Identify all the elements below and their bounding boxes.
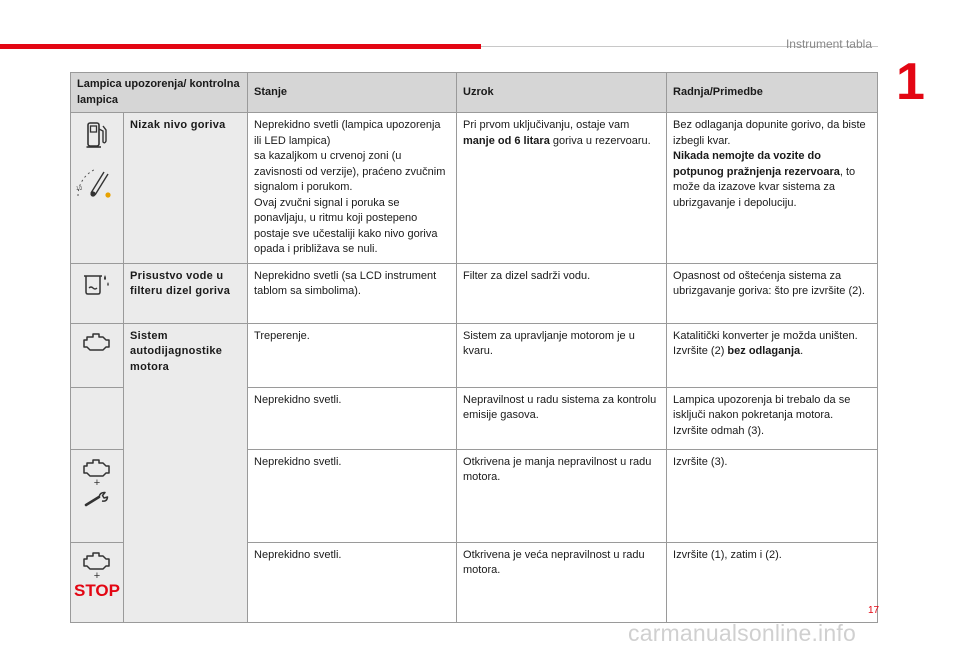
cause-cell: Nepravilnost u radu sistema za kontrolu emisije gasova. xyxy=(457,387,667,449)
action-cell: Izvršite (3). xyxy=(667,449,878,542)
chapter-number: 1 xyxy=(896,53,925,111)
action-emphasis: bez odlaganja xyxy=(727,345,801,357)
icon-cell xyxy=(71,542,124,622)
action-line: Katalitički konverter je možda uništen. xyxy=(673,329,858,342)
lamp-name: Prisustvo vode u filteru dizel goriva xyxy=(124,263,248,323)
cause-text: goriva u rezervoaru. xyxy=(549,134,651,147)
table-row xyxy=(71,263,878,323)
icon-cell xyxy=(71,263,124,323)
icon-cell xyxy=(71,323,124,387)
lamp-name: Nizak nivo goriva xyxy=(124,113,248,264)
cause-cell: Otkrivena je manja nepravilnost u radu motora. xyxy=(457,449,667,542)
action-cell: Izvršite (1), zatim i (2). xyxy=(667,542,878,622)
action-cell xyxy=(667,323,878,387)
icon-cell xyxy=(71,387,124,449)
water-in-diesel-icon xyxy=(83,272,111,296)
engine-icon xyxy=(82,458,112,478)
table-header-row xyxy=(71,73,878,113)
header-cause: Uzrok xyxy=(457,73,667,113)
action-cell xyxy=(667,387,878,449)
section-title: Instrument tabla xyxy=(785,37,872,51)
table-row xyxy=(71,113,878,264)
action-line: Izvršite odmah (3). xyxy=(673,424,765,437)
state-line: Ovaj zvučni signal i poruka se ponavljaju, u ritmu koji postepeno postaje sve učestaliji kako nivo goriva opada i približava se nuli. xyxy=(254,196,438,255)
state-cell: Neprekidno svetli. xyxy=(248,449,457,542)
icon-cell xyxy=(71,113,124,264)
state-cell: Neprekidno svetli. xyxy=(248,542,457,622)
header-state: Stanje xyxy=(248,73,457,113)
header-red-bar xyxy=(0,44,481,49)
wrench-icon xyxy=(83,491,111,509)
stop-icon xyxy=(74,580,120,600)
state-cell: Neprekidno svetli (sa LCD instrument tablom sa simbolima). xyxy=(248,263,457,323)
action-text: Izvršite (2) xyxy=(673,345,728,357)
header-action: Radnja/Primedbe xyxy=(667,73,878,113)
fuel-pump-icon xyxy=(86,121,108,149)
cause-cell xyxy=(457,113,667,264)
cause-cell: Otkrivena je veća nepravilnost u radu motora. xyxy=(457,542,667,622)
fuel-gauge-icon xyxy=(74,163,120,201)
state-cell: Neprekidno svetli. xyxy=(248,387,457,449)
icon-cell xyxy=(71,449,124,542)
action-cell xyxy=(667,113,878,264)
header-lamp: Lampica upozorenja/ kontrolna lampica xyxy=(71,73,248,113)
plus-sign: + xyxy=(93,569,101,582)
stop-label: STOP xyxy=(74,580,120,600)
action-line: Lampica upozorenja bi trebalo da se isključi nakon pokretanja motora. xyxy=(673,393,851,421)
table-row xyxy=(71,323,878,387)
action-cell: Opasnost od oštećenja sistema za ubrizgavanje goriva: što pre izvršite (2). xyxy=(667,263,878,323)
state-line: Neprekidno svetli (lampica upozorenja ili LED lampica) xyxy=(254,119,441,147)
watermark-text: carmanualsonline.info xyxy=(628,620,856,646)
state-cell: Treperenje. xyxy=(248,323,457,387)
state-cell xyxy=(248,113,457,264)
cause-cell: Filter za dizel sadrži vodu. xyxy=(457,263,667,323)
cause-emphasis: manje od 6 litara xyxy=(463,134,550,147)
engine-icon xyxy=(82,551,112,571)
plus-sign: + xyxy=(93,476,101,489)
state-line: sa kazaljkom u crvenoj zoni (u zavisnosti od verzije), praćeno zvučnim signalom i porukom. xyxy=(254,150,446,193)
action-text: . xyxy=(800,345,804,357)
action-line: Bez odlaganja dopunite gorivo, da biste izbegli kvar. xyxy=(673,119,866,147)
page-number: 17 xyxy=(868,605,880,616)
gauge-label: 1/2 xyxy=(76,186,83,191)
warning-lamps-table xyxy=(70,72,878,623)
engine-icon xyxy=(82,332,112,352)
cause-cell: Sistem za upravljanje motorom je u kvaru. xyxy=(457,323,667,387)
action-emphasis: Nikada nemojte da vozite do potpunog pražnjenja rezervoara xyxy=(673,150,840,178)
lamp-name: Sistem autodijagnostike motora xyxy=(124,323,248,622)
cause-text: Pri prvom uključivanju, ostaje vam xyxy=(463,119,630,131)
action-text: , to može da izazove kvar sistema za ubrizgavanje i depoluciju. xyxy=(673,165,856,209)
